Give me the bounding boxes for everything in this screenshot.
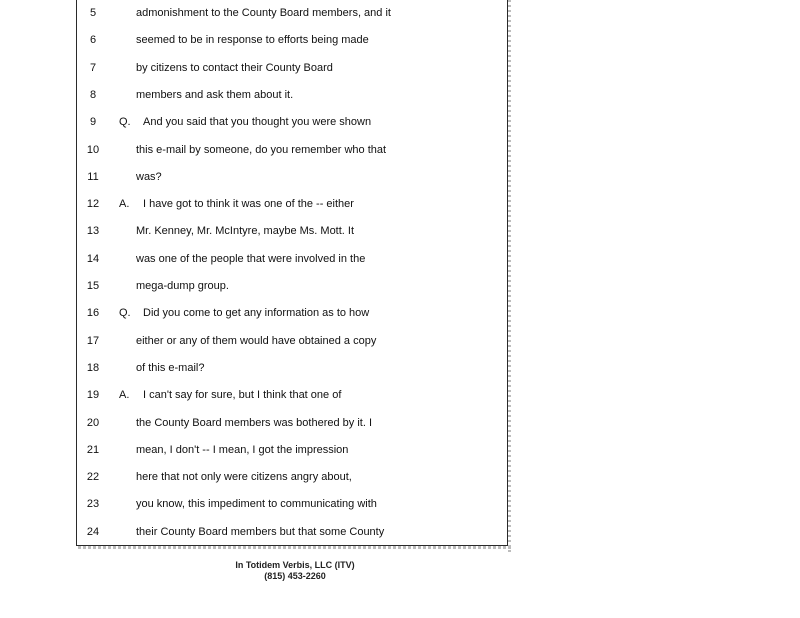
line-text: members and ask them about it. <box>136 89 294 101</box>
line-number: 13 <box>86 225 100 237</box>
transcript-line <box>0 358 800 378</box>
transcript-line <box>0 167 800 187</box>
transcript-line <box>0 249 800 269</box>
line-text: you know, this impediment to communicating with <box>136 498 377 510</box>
line-number: 5 <box>89 7 97 19</box>
line-number: 14 <box>86 253 100 265</box>
speaker-label: A. <box>119 198 130 210</box>
speaker-label: Q. <box>119 307 131 319</box>
line-number: 16 <box>86 307 100 319</box>
transcript-line <box>0 440 800 460</box>
line-number: 10 <box>86 144 100 156</box>
transcript-line <box>0 221 800 241</box>
transcript-line <box>0 276 800 296</box>
line-number: 20 <box>86 417 100 429</box>
line-number: 22 <box>86 471 100 483</box>
line-text: either or any of them would have obtained a copy <box>136 335 377 347</box>
transcript-page <box>76 0 508 546</box>
transcript-line <box>0 303 800 323</box>
line-number: 17 <box>86 335 100 347</box>
transcript-line <box>0 140 800 160</box>
line-number: 7 <box>89 62 97 74</box>
line-number: 19 <box>86 389 100 401</box>
transcript-line <box>0 58 800 78</box>
footer-company: In Totidem Verbis, LLC (ITV) <box>235 560 355 570</box>
line-text: was? <box>136 171 162 183</box>
line-text: I have got to think it was one of the -- either <box>143 198 354 210</box>
line-number: 6 <box>89 34 97 46</box>
line-number: 12 <box>86 198 100 210</box>
footer-phone: (815) 453-2260 <box>264 571 326 581</box>
line-number: 9 <box>89 116 97 128</box>
speaker-label: Q. <box>119 116 131 128</box>
speaker-label: A. <box>119 389 130 401</box>
transcript-line <box>0 494 800 514</box>
line-text: their County Board members but that some County <box>136 526 385 538</box>
line-text: And you said that you thought you were shown <box>143 116 372 128</box>
line-number: 15 <box>86 280 100 292</box>
line-number: 11 <box>87 171 99 183</box>
line-text: of this e-mail? <box>136 362 205 374</box>
transcript-line <box>0 413 800 433</box>
line-text: the County Board members was bothered by it. I <box>136 417 373 429</box>
line-number: 21 <box>86 444 100 456</box>
line-text: Did you come to get any information as to how <box>143 307 370 319</box>
transcript-line <box>0 385 800 405</box>
page-shadow-bottom <box>78 546 511 549</box>
line-text: I can't say for sure, but I think that one of <box>143 389 342 401</box>
line-text: mean, I don't -- I mean, I got the impression <box>136 444 349 456</box>
line-number: 23 <box>86 498 100 510</box>
line-text: here that not only were citizens angry about, <box>136 471 352 483</box>
transcript-line <box>0 3 800 23</box>
transcript-line <box>0 522 800 542</box>
transcript-line <box>0 112 800 132</box>
line-number: 8 <box>89 89 97 101</box>
line-text: seemed to be in response to efforts being made <box>136 34 369 46</box>
transcript-line <box>0 194 800 214</box>
line-text: Mr. Kenney, Mr. McIntyre, maybe Ms. Mott. It <box>136 225 355 237</box>
transcript-line <box>0 85 800 105</box>
line-text: by citizens to contact their County Board <box>136 62 333 74</box>
line-number: 24 <box>86 526 100 538</box>
transcript-line <box>0 30 800 50</box>
transcript-line <box>0 467 800 487</box>
line-text: this e-mail by someone, do you remember who that <box>136 144 387 156</box>
line-number: 18 <box>86 362 100 374</box>
line-text: admonishment to the County Board members, and it <box>136 7 391 19</box>
line-text: mega-dump group. <box>136 280 229 292</box>
line-text: was one of the people that were involved in the <box>136 253 366 265</box>
transcript-line <box>0 331 800 351</box>
